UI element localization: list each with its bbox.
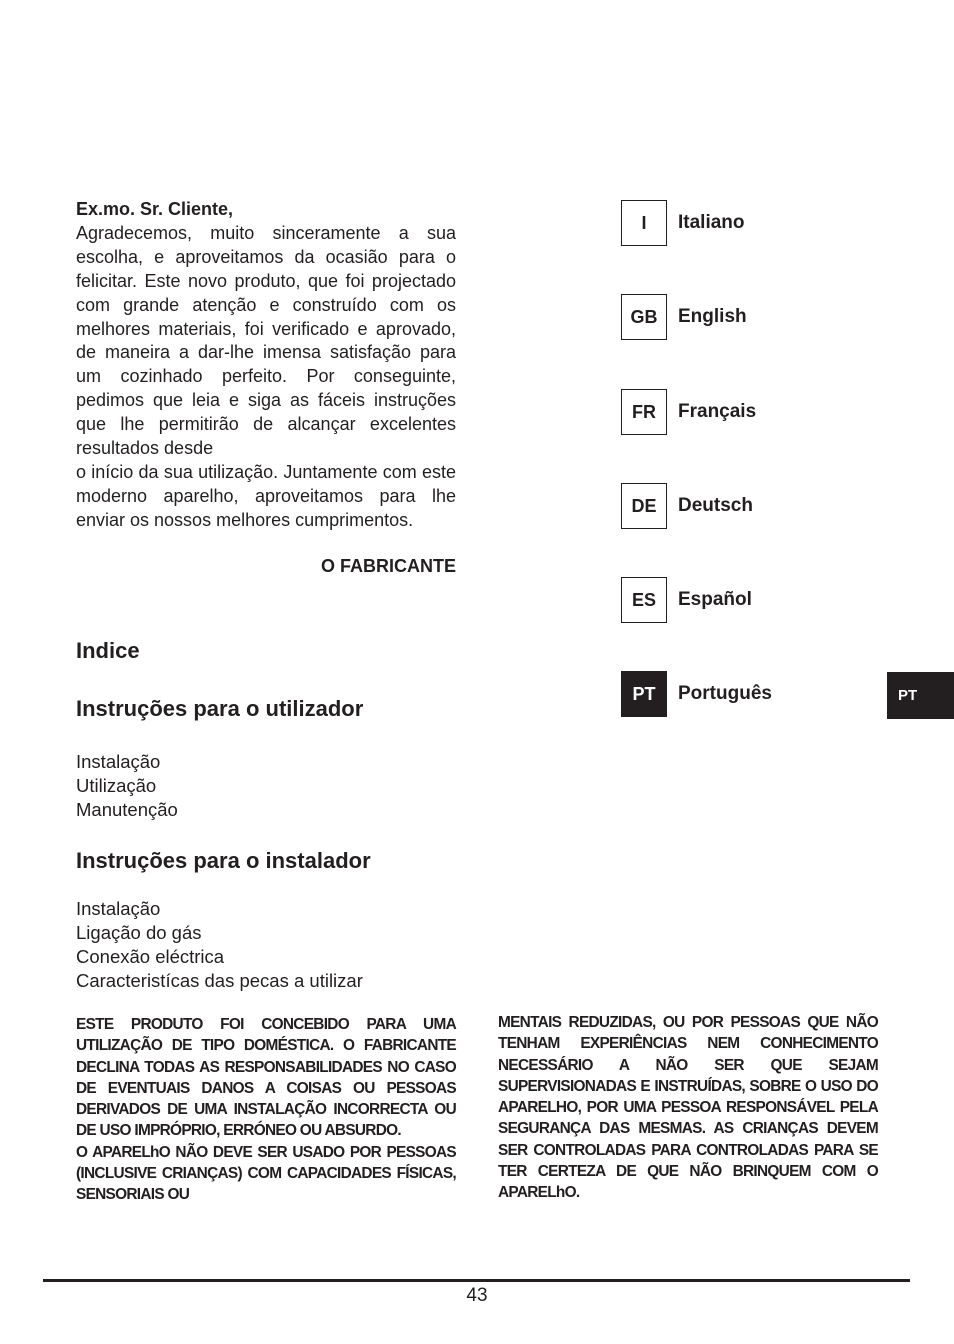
language-code-active: PT (621, 671, 667, 717)
language-code: DE (621, 483, 667, 529)
warning-paragraph: MENTAIS REDUZIDAS, OU POR PESSOAS QUE NÃO TENHAM EXPERIÊNCIAS NEM CONHECIMENTO NECESSÁRIO A NÃO SER QUE SEJAM SUPERVISIONADAS E INSTRUÍDAS, SOBRE O USO DO APARELHO, POR UMA PESSOA RESPONSÁVEL PELA SEGURANÇA DAS MESMAS. AS CRIANÇAS DEVEM SER CONTROLADAS PARA CONTROLADAS PARA SE TER CERTEZA DE QUE NÃO BRINQUEM COM O APARELhO. (498, 1014, 878, 1202)
language-item-portugues[interactable] (621, 671, 772, 717)
language-name: Français (678, 401, 757, 422)
language-name: Español (678, 589, 752, 610)
index-title: Indice (76, 638, 140, 663)
list-item: Conexão eléctrica (76, 946, 225, 967)
language-name: Italiano (678, 212, 745, 233)
language-item-deutsch[interactable] (621, 483, 753, 529)
footer-divider (43, 1279, 910, 1282)
language-name: Português (678, 683, 772, 704)
user-section-title: Instruções para o utilizador (76, 696, 364, 721)
list-item: Caracteristícas das pecas a utilizar (76, 970, 363, 991)
section-tab-pt[interactable]: PT (887, 672, 954, 719)
list-item: Ligação do gás (76, 922, 202, 943)
language-code: ES (621, 577, 667, 623)
safety-warning-left (76, 1014, 456, 1206)
list-item: Manutenção (76, 799, 178, 820)
language-item-espanol[interactable] (621, 577, 752, 623)
letter-signature: O FABRICANTE (321, 556, 456, 576)
language-item-english[interactable] (621, 294, 747, 340)
language-name: English (678, 306, 747, 327)
letter-paragraph: Agradecemos, muito sinceramente a sua escolha, e aproveitamos da ocasião para o felicitar. Este novo produto, que foi projectado com grande atenção e construído com os melhores materiais, foi verificado e aprovado, de maneira a dar-lhe imensa satisfação para um cozinhado perfeito. Por conseguinte, pedimos que leia e siga as fáceis instruções que lhe permitirão de alcançar excelentes resultados desde (76, 222, 456, 459)
language-item-italiano[interactable] (621, 200, 745, 246)
list-item: Instalação (76, 751, 161, 772)
language-code: I (621, 200, 667, 246)
language-item-francais[interactable] (621, 389, 756, 435)
installer-section-title: Instruções para o instalador (76, 848, 371, 873)
safety-warning-right (498, 1012, 878, 1204)
list-item: Instalação (76, 898, 161, 919)
page-number: 43 (466, 1285, 488, 1306)
welcome-letter (76, 198, 456, 533)
language-code: FR (621, 389, 667, 435)
list-item: Utilização (76, 775, 157, 796)
letter-salutation: Ex.mo. Sr. Cliente, (76, 199, 234, 219)
language-code: GB (621, 294, 667, 340)
installer-section-list (76, 897, 363, 993)
warning-paragraph: O APARELhO NÃO DEVE SER USADO POR PESSOAS (INCLUSIVE CRIANÇAS) COM CAPACIDADES FÍSICAS, SENSORIAIS OU (76, 1143, 456, 1204)
letter-paragraph: o início da sua utilização. Juntamente com este moderno aparelho, aproveitamos para lhe enviar os nossos melhores cumprimentos. (76, 461, 456, 530)
warning-paragraph: ESTE PRODUTO FOI CONCEBIDO PARA UMA UTILIZAÇÃO DE TIPO DOMÉSTICA. O FABRICANTE DECLINA TODAS AS RESPONSABILIDADES NO CASO DE EVENTUAIS DANOS A COISAS OU PESSOAS DERIVADOS DE UMA INSTALAÇÃO INCORRECTA OU DE USO IMPRÓPRIO, ERRÓNEO OU ABSURDO. (76, 1016, 456, 1140)
language-name: Deutsch (678, 495, 753, 516)
user-section-list (76, 750, 178, 822)
